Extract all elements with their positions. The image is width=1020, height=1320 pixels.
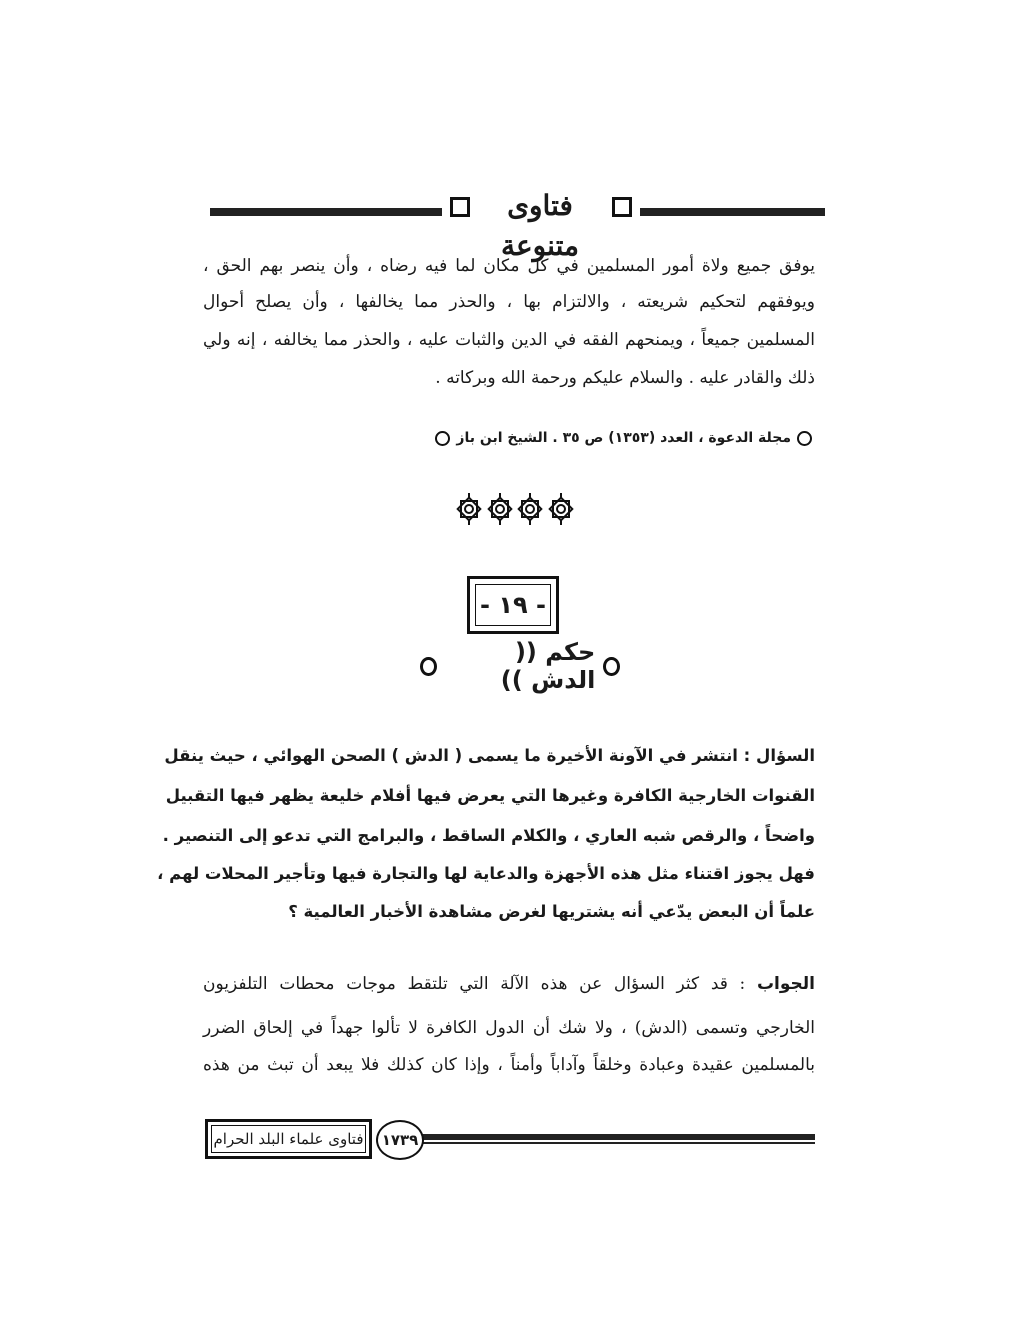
- header-rule-left: [210, 208, 442, 217]
- answer-line: بالمسلمين عقيدة وعبادة وخلقاً وآداباً وأمناً ، وإذا كان كذلك فلا يبعد أن تبث من هذه: [203, 1055, 815, 1075]
- octagram-ornament-icon: [547, 492, 575, 526]
- source-reference: [435, 426, 812, 450]
- footer-book-title: فتاوى علماء البلد الحرام: [211, 1125, 366, 1153]
- octagram-ornament-icon: [516, 492, 544, 526]
- intro-line: ذلك والقادر عليه . والسلام عليكم ورحمة الله وبركاته .: [435, 368, 815, 388]
- ornament-divider: [455, 492, 575, 528]
- octagram-ornament-icon: [486, 492, 514, 526]
- question-line: [164, 744, 815, 768]
- ring-bullet-icon: [797, 431, 812, 446]
- intro-line: يوفق جميع ولاة أمور المسلمين في كل مكان لما فيه رضاه ، وأن ينصر بهم الحق ،: [203, 256, 815, 276]
- answer-line-text: : قد كثر السؤال عن هذه الآلة التي تلتقط موجات محطات التلفزيون: [203, 974, 746, 994]
- ring-bullet-icon: [420, 657, 437, 676]
- fatwa-number: - ١٩ -: [475, 584, 551, 626]
- header-square-left: [450, 197, 470, 217]
- footer-book-title-box: [205, 1119, 372, 1159]
- question-label: السؤال: [756, 746, 815, 765]
- question-line: القنوات الخارجية الكافرة وغيرها التي يعرض فيها أفلام خليعة يظهر فيها التقبيل: [165, 786, 815, 805]
- answer-line: الخارجي وتسمى (الدش) ، ولا شك أن الدول الكافرة لا تألوا جهداً في إلحاق الضرر: [203, 1018, 815, 1038]
- intro-line: المسلمين جميعاً ، ويمنحهم الفقه في الدين والثبات عليه ، والحذر مما يخالفه ، إنه ولي: [203, 330, 815, 350]
- intro-line: ويوفقهم لتحكيم شريعته ، والالتزام بها ، والحذر مما يخالفها ، وأن يصلح أحوال: [203, 292, 815, 312]
- question-line: فهل يجوز اقتناء مثل هذه الأجهزة والدعاية لها والتجارة فيها وتأجير المحلات لهم ،: [157, 864, 815, 883]
- ring-bullet-icon: [603, 657, 620, 676]
- header-rule-right: [640, 208, 825, 217]
- chapter-title: فتاوى متنوعة: [500, 189, 580, 262]
- footer-rule: [422, 1134, 815, 1144]
- ring-bullet-icon: [435, 431, 450, 446]
- fatwa-title-text: حكم (( الدش )): [500, 638, 596, 694]
- fatwa-title: [420, 638, 620, 694]
- fatwa-number-box: [467, 576, 559, 634]
- source-reference-text: مجلة الدعوة ، العدد (١٣٥٣) ص ٣٥ . الشيخ ابن باز: [456, 430, 791, 446]
- answer-label: الجواب: [756, 974, 815, 994]
- header-square-right: [612, 197, 632, 217]
- octagram-ornament-icon: [455, 492, 483, 526]
- question-line: علماً أن البعض يدّعي أنه يشتريها لغرض مشاهدة الأخبار العالمية ؟: [288, 902, 815, 921]
- question-line: واضحاً ، والرقص شبه العاري ، والكلام الساقط ، والبرامج التي تدعو إلى التنصير .: [162, 826, 815, 845]
- page-number: ١٧٣٩: [376, 1120, 424, 1160]
- answer-line: [203, 972, 815, 996]
- question-line-text: : انتشر في الآونة الأخيرة ما يسمى ( الدش ) الصحن الهوائي ، حيث ينقل: [164, 746, 751, 765]
